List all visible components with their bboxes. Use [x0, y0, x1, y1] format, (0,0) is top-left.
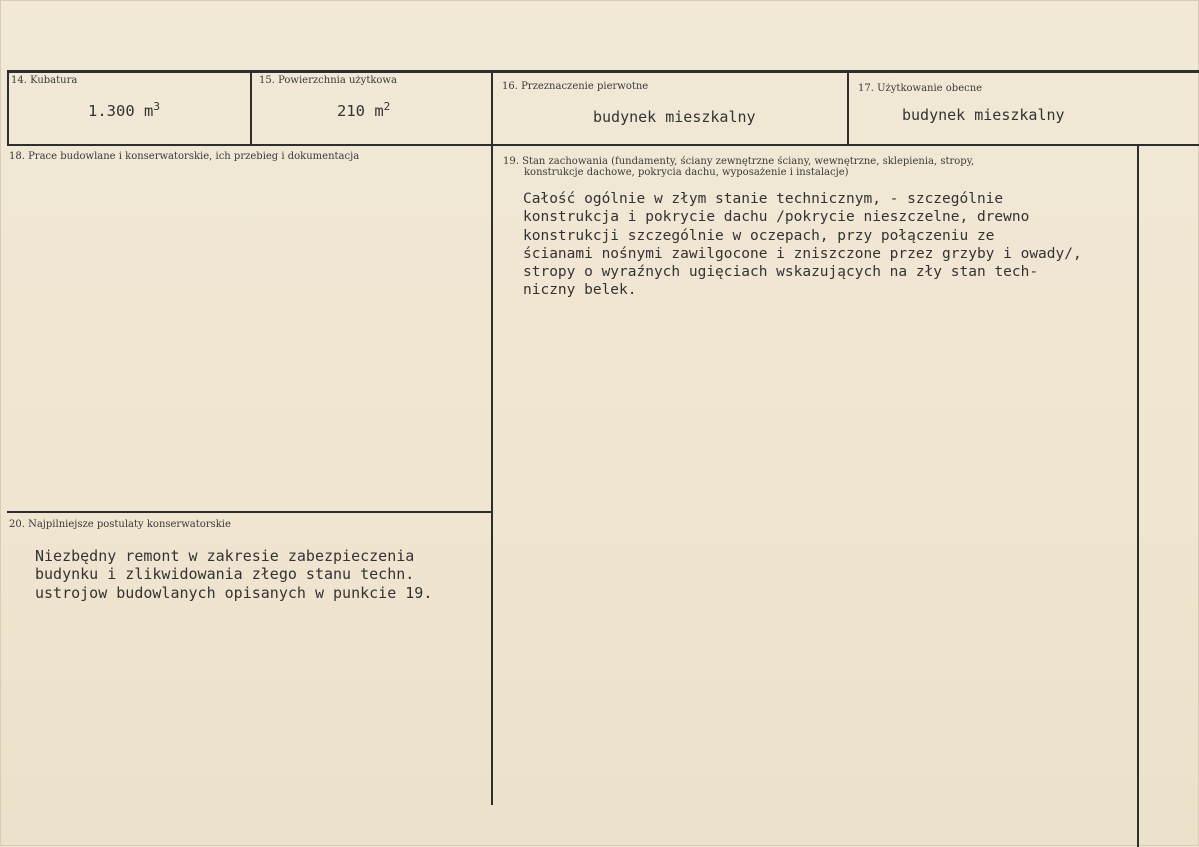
- top-rule: [7, 70, 1199, 73]
- stan-line: niczny belek.: [523, 282, 637, 299]
- postulaty-line: ustrojow budowlanych opisanych w punkcie 19.: [35, 583, 433, 602]
- stan-label-line2: konstrukcje dachowe, pokrycia dachu, wyposażenie i instalacje): [524, 167, 849, 178]
- powierzchnia-number: 210 m: [337, 102, 384, 120]
- col-divider-3: [847, 72, 849, 146]
- stan-label-line1: 19. Stan zachowania (fundamenty, ściany zewnętrzne ściany, wewnętrzne, sklepienia, stropy,: [503, 156, 975, 167]
- kubatura-value: [88, 99, 160, 120]
- przeznaczenie-label: 16. Przeznaczenie pierwotne: [502, 81, 649, 92]
- stan-line: stropy o wyraźnych ugięciach wskazujących na zły stan tech-: [523, 264, 1039, 281]
- stan-line: Całość ogólnie w złym stanie technicznym, - szczególnie: [523, 191, 1004, 207]
- col-divider-1: [250, 72, 252, 146]
- powierzchnia-label: 15. Powierzchnia użytkowa: [259, 75, 397, 86]
- stan-line: konstrukcja i pokrycie dachu /pokrycie nieszczelne, drewno: [523, 209, 1030, 226]
- kubatura-number: 1.300 m: [88, 102, 154, 120]
- kubatura-label: 14. Kubatura: [11, 75, 78, 86]
- stan-description: [523, 190, 1082, 300]
- left-section-divider: [7, 511, 493, 513]
- uzytkowanie-label: 17. Użytkowanie obecne: [858, 83, 983, 94]
- left-border: [7, 70, 9, 146]
- postulaty-line: budynku i zlikwidowania złego stanu techn.: [35, 565, 415, 584]
- powierzchnia-exponent: 2: [383, 99, 391, 113]
- stan-line: konstrukcji szczególnie w oczepach, przy połączeniu ze: [523, 227, 995, 244]
- postulaty-description: [35, 547, 432, 602]
- stan-line: ścianami nośnymi zawilgocone i zniszczone przez grzyby i owady/,: [523, 245, 1082, 262]
- row1-bottom-rule: [7, 144, 1199, 146]
- col-divider-2: [491, 72, 493, 805]
- right-column-divider: [1137, 146, 1139, 847]
- postulaty-label: 20. Najpilniejsze postulaty konserwatorskie: [9, 519, 231, 530]
- przeznaczenie-value: budynek mieszkalny: [593, 108, 756, 126]
- uzytkowanie-value: budynek mieszkalny: [902, 106, 1065, 124]
- powierzchnia-value: [337, 99, 391, 120]
- postulaty-line: Niezbędny remont w zakresie zabezpieczenia: [35, 547, 415, 565]
- kubatura-exponent: 3: [153, 99, 160, 113]
- prace-label: 18. Prace budowlane i konserwatorskie, ich przebieg i dokumentacja: [9, 151, 360, 162]
